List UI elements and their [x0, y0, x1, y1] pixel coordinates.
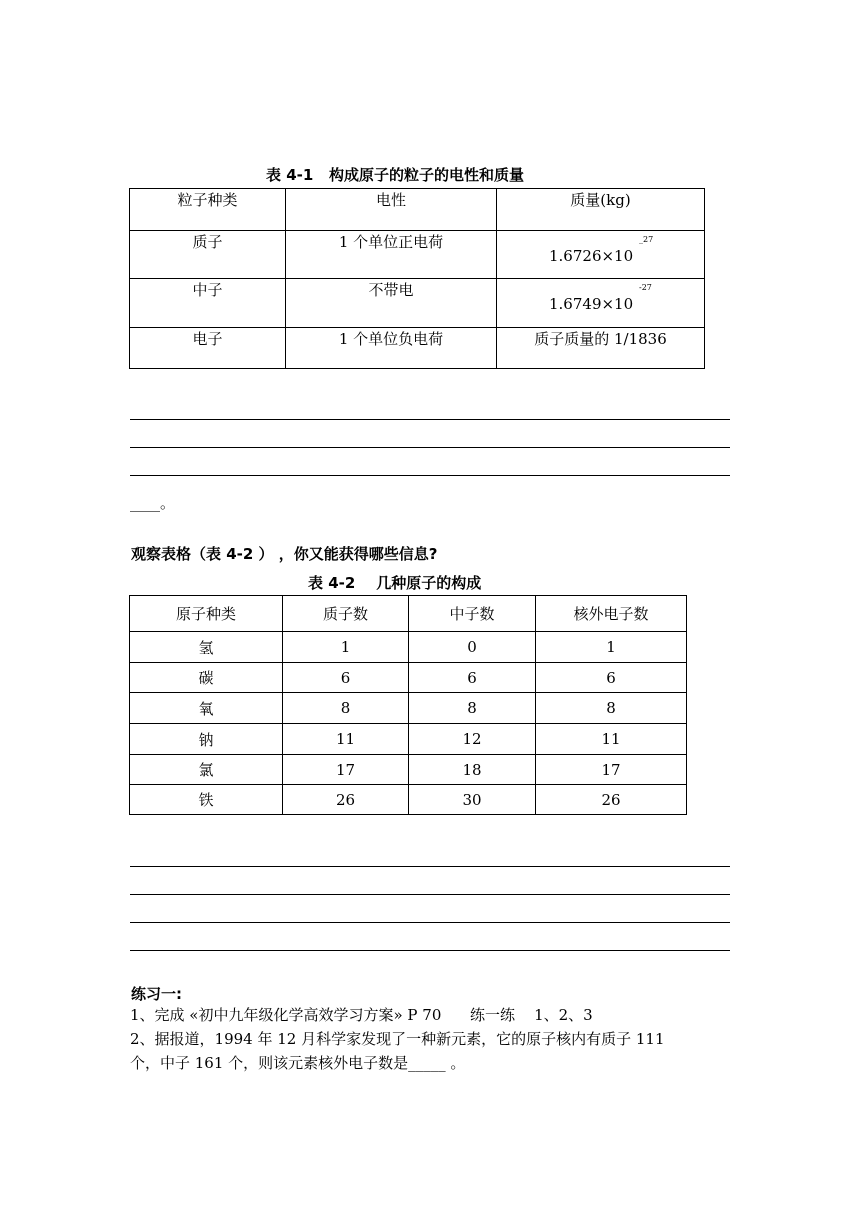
exercise-item-1: 1、完成 «初中九年级化学高效学习方案» P 70 练一练 1、2、3: [130, 1006, 593, 1024]
exercise-title: 练习一:: [131, 985, 182, 1003]
exercise-item-2: 2、据报道，1994 年 12 月科学家发现了一种新元素，它的原子核内有质子 111: [130, 1030, 665, 1048]
proton-count: 6: [283, 663, 409, 693]
header-electron-count: 核外电子数: [536, 596, 687, 632]
table-header-row: [130, 189, 705, 231]
particle-name: 中子: [130, 279, 286, 328]
electron-count: 17: [536, 755, 687, 785]
electron-count: 26: [536, 785, 687, 815]
neutron-count: 18: [409, 755, 536, 785]
table-row: [130, 663, 687, 693]
proton-count: 11: [283, 724, 409, 755]
neutron-count: 8: [409, 693, 536, 724]
electron-count: 8: [536, 693, 687, 724]
electron-count: 1: [536, 632, 687, 663]
electron-count: 6: [536, 663, 687, 693]
header-charge: 电性: [286, 189, 497, 231]
atom-composition-table: [129, 595, 687, 815]
table-header-row: [130, 596, 687, 632]
electron-count: 11: [536, 724, 687, 755]
atom-name: 铁: [130, 785, 283, 815]
particle-mass: [497, 279, 704, 327]
header-mass: 质量(kg): [497, 189, 705, 231]
atom-name: 氧: [130, 693, 283, 724]
exercise-item-2-cont: 个，中子 161 个，则该元素核外电子数是_____ 。: [130, 1054, 466, 1072]
particle-charge: 1 个单位负电荷: [286, 328, 497, 369]
header-proton-count: 质子数: [283, 596, 409, 632]
atom-name: 氯: [130, 755, 283, 785]
observe-prompt: 观察表格（表 4-2 ） ，你又能获得哪些信息?: [131, 545, 438, 563]
mass-exponent: _27: [639, 235, 654, 244]
neutron-count: 12: [409, 724, 536, 755]
answer-line-end: ____。: [130, 494, 176, 512]
table-row: [130, 693, 687, 724]
particle-mass: [497, 231, 704, 278]
answer-line: [130, 419, 730, 420]
answer-line: [130, 922, 730, 923]
answer-line: [130, 866, 730, 867]
answer-line: [130, 475, 730, 476]
header-neutron-count: 中子数: [409, 596, 536, 632]
table2-caption: 表 4-2 几种原子的构成: [308, 574, 482, 592]
atom-name: 碳: [130, 663, 283, 693]
table-row: [130, 724, 687, 755]
neutron-count: 0: [409, 632, 536, 663]
proton-count: 17: [283, 755, 409, 785]
particle-mass: 质子质量的 1/1836: [497, 328, 705, 369]
atom-name: 钠: [130, 724, 283, 755]
particle-name: 质子: [130, 231, 286, 279]
particle-charge: 1 个单位正电荷: [286, 231, 497, 279]
answer-line: [130, 894, 730, 895]
table-row: [130, 328, 705, 369]
neutron-count: 30: [409, 785, 536, 815]
proton-count: 8: [283, 693, 409, 724]
mass-base: 1.6726×10: [549, 247, 634, 265]
table-row: [130, 279, 705, 328]
mass-base: 1.6749×10: [549, 295, 634, 313]
header-atom-type: 原子种类: [130, 596, 283, 632]
particle-name: 电子: [130, 328, 286, 369]
table1-caption: 表 4-1 构成原子的粒子的电性和质量: [266, 166, 524, 184]
answer-line: [130, 950, 730, 951]
mass-exponent: -27: [639, 283, 652, 292]
neutron-count: 6: [409, 663, 536, 693]
atom-name: 氢: [130, 632, 283, 663]
proton-count: 1: [283, 632, 409, 663]
proton-count: 26: [283, 785, 409, 815]
particle-charge: 不带电: [286, 279, 497, 328]
header-particle-type: 粒子种类: [130, 189, 286, 231]
table-row: [130, 632, 687, 663]
particle-properties-table: [129, 188, 705, 369]
answer-line: [130, 447, 730, 448]
table-row: [130, 755, 687, 785]
table-row: [130, 231, 705, 279]
table-row: [130, 785, 687, 815]
